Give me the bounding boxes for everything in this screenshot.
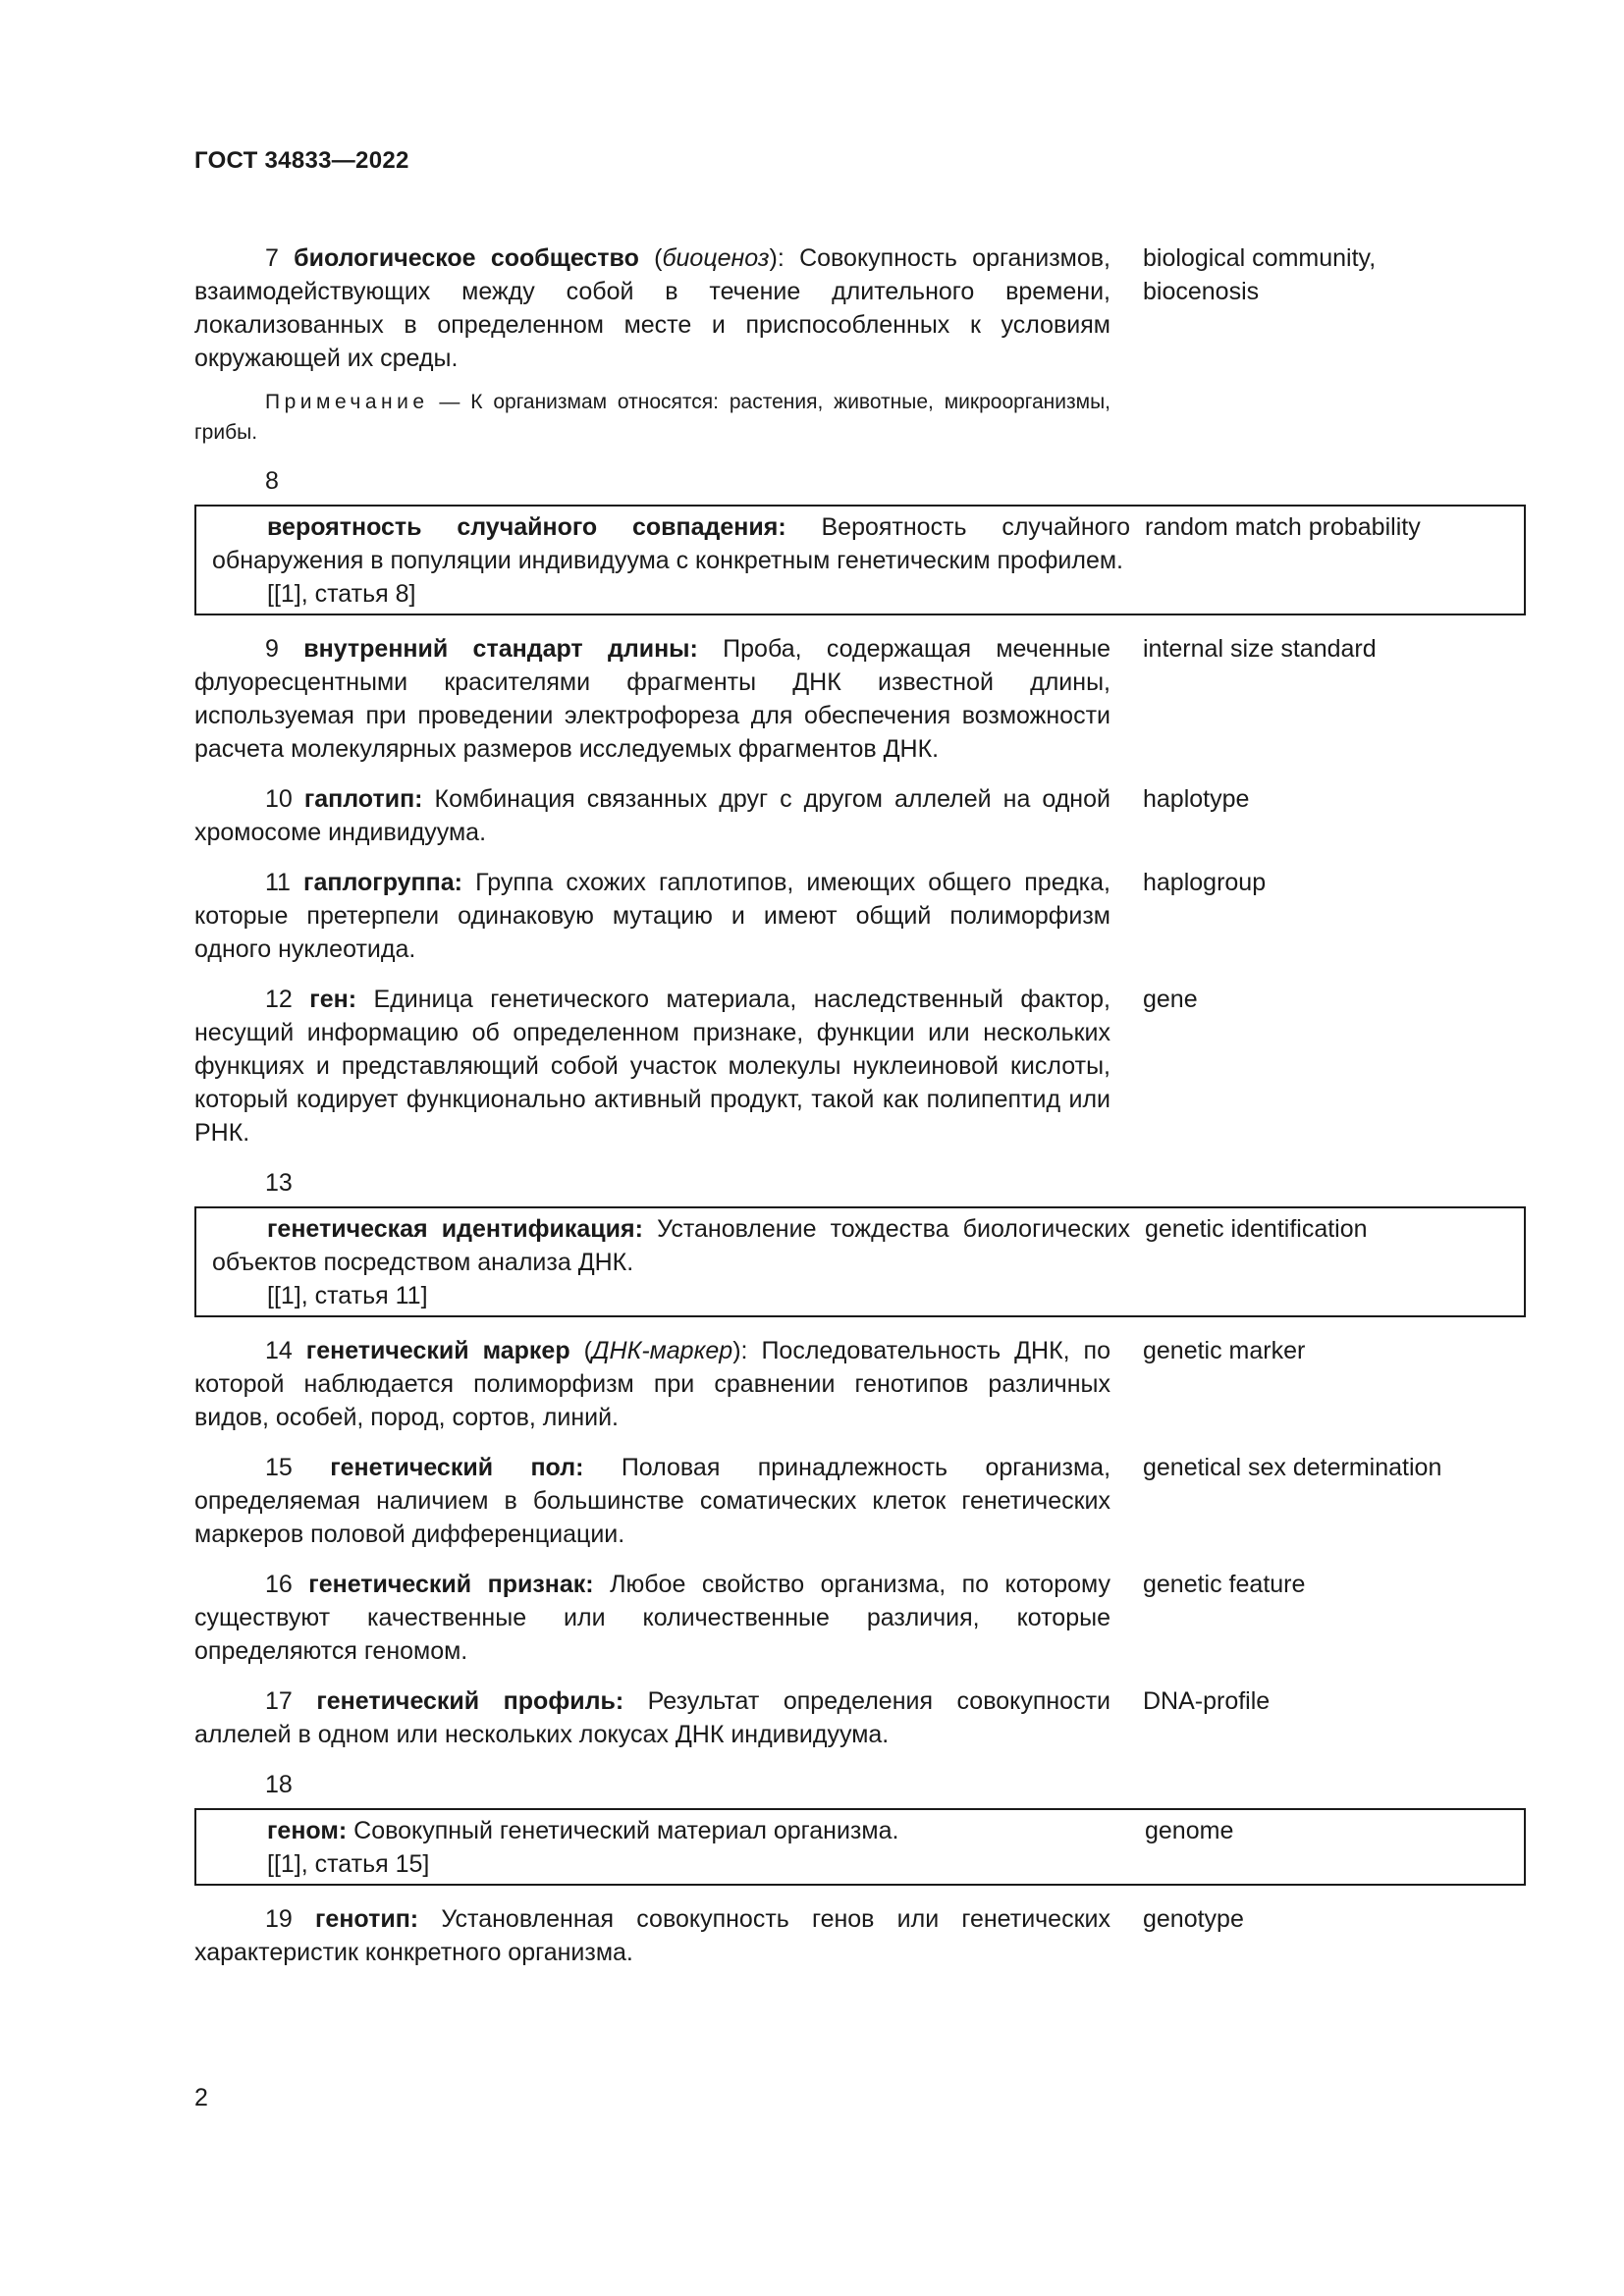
term-name: внутренний стандарт длины:: [303, 635, 698, 663]
paren-open: (: [638, 244, 663, 272]
definition-text: Результат определения совокупности аллелей в одном или нескольких локусах ДНК индивидуума.: [194, 1687, 1110, 1748]
english-equivalent: internal size standard: [1143, 635, 1377, 663]
term-number: 14: [265, 1337, 293, 1364]
term-definition: [194, 782, 1110, 849]
term-entry-14: [194, 1334, 1526, 1434]
term-number: 16: [265, 1571, 293, 1598]
term-number: 7: [265, 244, 279, 272]
definition-text: Комбинация связанных друг с другом аллелей на одной хромосоме индивидуума.: [194, 785, 1110, 846]
term-entry-18: [194, 1808, 1526, 1886]
document-header: ГОСТ 34833—2022: [194, 147, 409, 174]
term-number: 9: [265, 635, 279, 663]
term-entry-10: [194, 782, 1526, 849]
term-name: генетический маркер: [305, 1337, 570, 1364]
term-name: гаплогруппа:: [303, 869, 462, 896]
english-equivalent: genetical sex determination: [1143, 1454, 1442, 1481]
terms-list: [194, 241, 1526, 1969]
term-entry-17: [194, 1684, 1526, 1751]
english-equivalent: [1143, 241, 1526, 308]
note-label: Примечание: [265, 391, 429, 413]
term-definition: [194, 983, 1110, 1149]
term-number: 12: [265, 986, 293, 1013]
paren-close: ):: [769, 244, 785, 272]
english-equivalent: genotype: [1143, 1905, 1244, 1933]
term-source: [[1], статья 11]: [267, 1282, 428, 1309]
term-synonym: ДНК-маркер: [591, 1337, 733, 1364]
definition-text: Половая принадлежность организма, определяемая наличием в большинстве соматических клеток генетических маркеров половой дифференциации.: [194, 1454, 1111, 1548]
term-source: [[1], статья 8]: [267, 580, 416, 608]
term-name: биологическое сообщество: [294, 244, 639, 272]
english-equivalent: random match probability: [1145, 513, 1421, 541]
term-name: генетический профиль:: [316, 1687, 624, 1715]
term-name: генетический признак:: [308, 1571, 594, 1598]
definition-text: Вероятность случайного обнаружения в популяции индивидуума с конкретным генетическим профилем.: [212, 513, 1130, 574]
definition-text: Совокупность организмов, взаимодействующих между собой в течение длительного времени, локализованных в определенном месте и приспособленных к условиям окружающей их среды.: [194, 244, 1110, 372]
term-entry-16: [194, 1568, 1526, 1668]
term-number: 15: [265, 1454, 293, 1481]
term-number: 19: [265, 1905, 293, 1933]
term-number-8: 8: [265, 467, 279, 495]
term-entry-9: [194, 632, 1526, 766]
term-number: 10: [265, 785, 293, 813]
definition-text: Установленная совокупность генов или генетических характеристик конкретного организма.: [194, 1905, 1110, 1966]
term-synonym: биоценоз: [662, 244, 770, 272]
english-equivalent: genetic identification: [1145, 1215, 1368, 1243]
definition-text: Единица генетического материала, наследственный фактор, несущий информацию об определенном признаке, функции или нескольких функциях и представляющий собой участок молекулы нуклеиновой кислоты, который кодирует функционально активный продукт, такой как полипептид или РНК.: [194, 986, 1110, 1147]
note-text: — К организмам относятся: растения, животные, микроорганизмы, грибы.: [194, 391, 1110, 444]
english-line-2: biocenosis: [1143, 278, 1260, 305]
term-definition: [194, 1334, 1110, 1434]
english-equivalent: genetic marker: [1143, 1337, 1306, 1364]
english-equivalent: genetic feature: [1143, 1571, 1306, 1598]
term-source: [[1], статья 15]: [267, 1850, 430, 1878]
english-line-1: biological community,: [1143, 244, 1377, 272]
term-definition: [194, 632, 1110, 766]
term-definition: [194, 1902, 1110, 1969]
term-definition: [194, 1451, 1110, 1551]
term-entry-15: [194, 1451, 1526, 1551]
term-name: вероятность случайного совпадения:: [267, 513, 786, 541]
english-equivalent: haplotype: [1143, 785, 1250, 813]
term-number-18: 18: [265, 1771, 293, 1798]
term-definition: [194, 1684, 1110, 1751]
definition-text: Установление тождества биологических объектов посредством анализа ДНК.: [212, 1215, 1130, 1276]
page-number: 2: [194, 2084, 208, 2111]
term-definition: [194, 866, 1110, 966]
term-name: генотип:: [315, 1905, 419, 1933]
english-equivalent: haplogroup: [1143, 869, 1267, 896]
term-entry-19: [194, 1902, 1526, 1969]
term-definition: [194, 241, 1110, 375]
term-note: [194, 387, 1110, 448]
term-name: ген:: [309, 986, 357, 1013]
term-entry-13: [194, 1206, 1526, 1317]
definition-text: Любое свойство организма, по которому существуют качественные или количественные различия, которые определяются геномом.: [194, 1571, 1110, 1665]
definition-text: Последовательность ДНК, по которой наблюдается полиморфизм при сравнении генотипов различных видов, особей, пород, сортов, линий.: [194, 1337, 1110, 1431]
term-number: 11: [265, 869, 291, 896]
term-entry-7: [194, 241, 1526, 448]
paren-close: ):: [732, 1337, 748, 1364]
term-definition: [212, 510, 1130, 611]
term-name: гаплотип:: [303, 785, 423, 813]
term-definition: [212, 1212, 1130, 1312]
term-name: генетический пол:: [330, 1454, 584, 1481]
term-entry-12: [194, 983, 1526, 1149]
term-number: 17: [265, 1687, 293, 1715]
definition-text: Группа схожих гаплотипов, имеющих общего предка, которые претерпели одинаковую мутацию и имеют общий полиморфизм одного нуклеотида.: [194, 869, 1110, 963]
term-definition: [194, 1568, 1110, 1668]
english-equivalent: gene: [1143, 986, 1198, 1013]
english-equivalent: genome: [1145, 1817, 1234, 1844]
definition-text: Совокупный генетический материал организма.: [347, 1817, 899, 1844]
term-number-13: 13: [265, 1169, 293, 1197]
english-equivalent: DNA-profile: [1143, 1687, 1271, 1715]
term-definition: [212, 1814, 1130, 1881]
term-entry-11: [194, 866, 1526, 966]
term-entry-8: [194, 505, 1526, 615]
paren-open: (: [569, 1337, 592, 1364]
term-name: генетическая идентификация:: [267, 1215, 643, 1243]
definition-text: Проба, содержащая меченные флуоресцентными красителями фрагменты ДНК известной длины, используемая при проведении электрофореза для обеспечения возможности расчета молекулярных размеров исследуемых фрагментов ДНК.: [194, 635, 1110, 763]
term-name: геном:: [267, 1817, 348, 1844]
